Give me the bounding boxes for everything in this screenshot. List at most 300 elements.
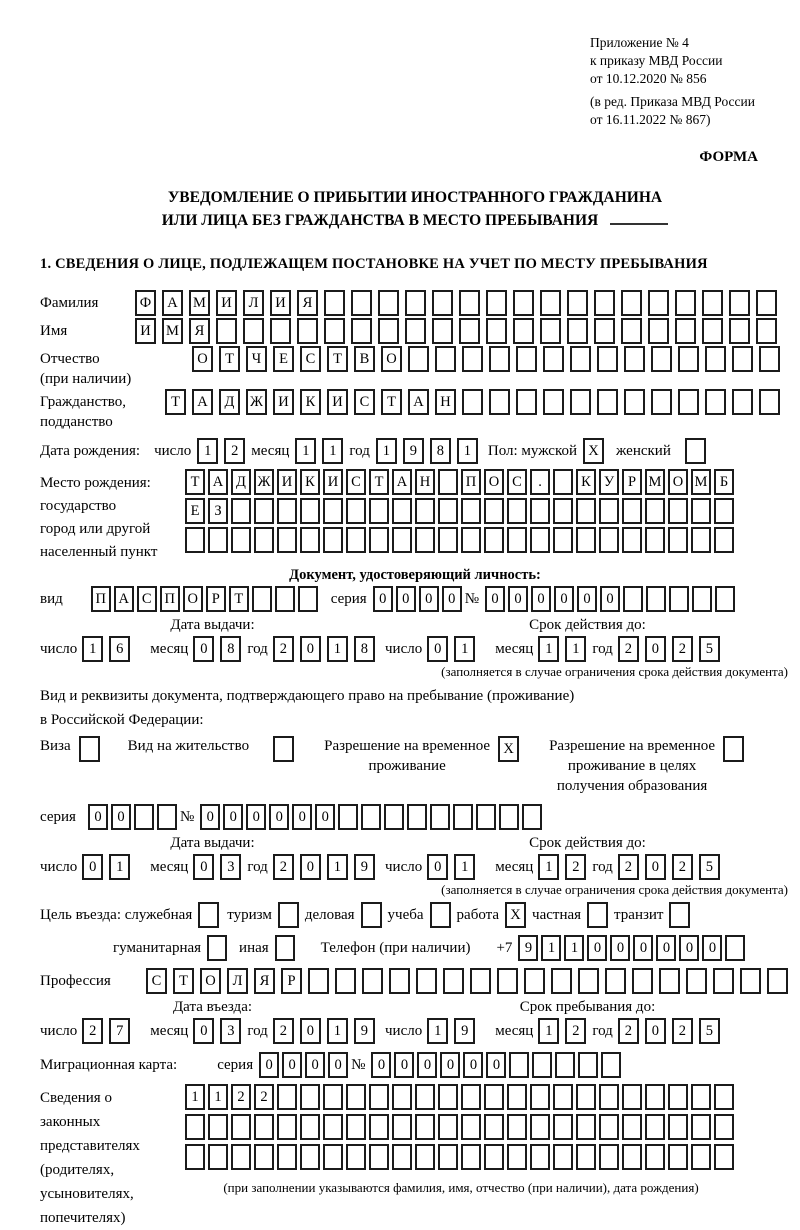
form-cell[interactable]: X (498, 736, 519, 762)
form-cell[interactable] (691, 527, 711, 553)
form-cell[interactable]: Ж (246, 389, 267, 415)
form-cell[interactable] (484, 1144, 504, 1170)
form-cell[interactable] (384, 804, 404, 830)
form-cell[interactable] (369, 1084, 389, 1110)
form-cell[interactable]: П (461, 469, 481, 495)
form-cell[interactable]: Р (206, 586, 226, 612)
form-cell[interactable]: 2 (565, 1018, 586, 1044)
form-cell[interactable] (405, 290, 426, 316)
form-cell[interactable] (323, 527, 343, 553)
form-cell[interactable] (231, 527, 251, 553)
form-cell[interactable] (621, 290, 642, 316)
form-cell[interactable]: Н (435, 389, 456, 415)
form-cell[interactable] (599, 1084, 619, 1110)
form-cell[interactable] (208, 1114, 228, 1140)
form-cell[interactable] (432, 318, 453, 344)
form-cell[interactable] (723, 736, 744, 762)
form-cell[interactable] (725, 935, 745, 961)
form-cell[interactable]: И (216, 290, 237, 316)
form-cell[interactable] (691, 1084, 711, 1110)
form-cell[interactable] (323, 1144, 343, 1170)
form-cell[interactable] (553, 498, 573, 524)
form-cell[interactable] (691, 1114, 711, 1140)
form-cell[interactable]: 0 (427, 636, 448, 662)
form-cell[interactable] (715, 586, 735, 612)
form-cell[interactable]: 0 (193, 636, 214, 662)
form-cell[interactable] (461, 1084, 481, 1110)
form-cell[interactable] (462, 346, 483, 372)
form-cell[interactable] (622, 527, 642, 553)
form-cell[interactable]: 0 (702, 935, 722, 961)
form-cell[interactable] (530, 1114, 550, 1140)
form-cell[interactable]: С (300, 346, 321, 372)
form-cell[interactable] (570, 389, 591, 415)
form-cell[interactable] (691, 498, 711, 524)
form-cell[interactable] (484, 1084, 504, 1110)
form-cell[interactable]: 1 (322, 438, 343, 464)
form-cell[interactable] (254, 1144, 274, 1170)
form-cell[interactable] (324, 290, 345, 316)
form-cell[interactable] (216, 318, 237, 344)
form-cell[interactable] (530, 1084, 550, 1110)
form-cell[interactable] (300, 1144, 320, 1170)
form-cell[interactable]: Т (219, 346, 240, 372)
form-cell[interactable] (346, 1144, 366, 1170)
form-cell[interactable] (601, 1052, 621, 1078)
form-cell[interactable]: Е (273, 346, 294, 372)
form-cell[interactable]: 1 (564, 935, 584, 961)
form-cell[interactable] (416, 968, 437, 994)
form-cell[interactable]: Ж (254, 469, 274, 495)
form-cell[interactable] (692, 586, 712, 612)
form-cell[interactable] (405, 318, 426, 344)
form-cell[interactable]: И (277, 469, 297, 495)
form-cell[interactable]: М (691, 469, 711, 495)
form-cell[interactable] (185, 1144, 205, 1170)
form-cell[interactable] (392, 1084, 412, 1110)
form-cell[interactable]: К (300, 389, 321, 415)
form-cell[interactable] (298, 586, 318, 612)
form-cell[interactable]: 7 (109, 1018, 130, 1044)
form-cell[interactable] (484, 1114, 504, 1140)
form-cell[interactable]: 1 (327, 854, 348, 880)
form-cell[interactable] (705, 389, 726, 415)
form-cell[interactable]: Л (227, 968, 248, 994)
form-cell[interactable] (599, 1144, 619, 1170)
form-cell[interactable]: 0 (193, 1018, 214, 1044)
form-cell[interactable]: 0 (600, 586, 620, 612)
form-cell[interactable] (645, 527, 665, 553)
form-cell[interactable]: Ф (135, 290, 156, 316)
form-cell[interactable]: 8 (354, 636, 375, 662)
form-cell[interactable] (392, 1114, 412, 1140)
form-cell[interactable]: З (208, 498, 228, 524)
form-cell[interactable]: 5 (699, 854, 720, 880)
form-cell[interactable]: 0 (269, 804, 289, 830)
form-cell[interactable] (576, 1084, 596, 1110)
form-cell[interactable] (507, 1144, 527, 1170)
form-cell[interactable]: 0 (645, 636, 666, 662)
form-cell[interactable] (278, 902, 299, 928)
form-cell[interactable] (432, 290, 453, 316)
form-cell[interactable]: 5 (699, 636, 720, 662)
form-cell[interactable] (361, 804, 381, 830)
form-cell[interactable]: В (354, 346, 375, 372)
form-cell[interactable] (484, 498, 504, 524)
form-cell[interactable]: 0 (610, 935, 630, 961)
form-cell[interactable] (669, 902, 690, 928)
form-cell[interactable] (530, 498, 550, 524)
form-cell[interactable] (759, 389, 780, 415)
form-cell[interactable]: 0 (305, 1052, 325, 1078)
form-cell[interactable] (300, 527, 320, 553)
form-cell[interactable] (323, 1084, 343, 1110)
form-cell[interactable] (740, 968, 761, 994)
form-cell[interactable] (323, 1114, 343, 1140)
form-cell[interactable] (648, 318, 669, 344)
form-cell[interactable] (275, 586, 295, 612)
form-cell[interactable] (651, 346, 672, 372)
form-cell[interactable]: А (392, 469, 412, 495)
form-cell[interactable] (430, 902, 451, 928)
form-cell[interactable]: 2 (618, 854, 639, 880)
form-cell[interactable]: 0 (200, 804, 220, 830)
form-cell[interactable] (207, 935, 227, 961)
form-cell[interactable]: Я (297, 290, 318, 316)
form-cell[interactable]: 1 (427, 1018, 448, 1044)
form-cell[interactable]: 1 (538, 854, 559, 880)
form-cell[interactable] (270, 318, 291, 344)
form-cell[interactable] (553, 1084, 573, 1110)
form-cell[interactable]: П (160, 586, 180, 612)
form-cell[interactable] (576, 1114, 596, 1140)
form-cell[interactable] (351, 318, 372, 344)
form-cell[interactable] (668, 1084, 688, 1110)
form-cell[interactable] (713, 968, 734, 994)
form-cell[interactable] (702, 318, 723, 344)
form-cell[interactable] (438, 527, 458, 553)
form-cell[interactable]: И (270, 290, 291, 316)
form-cell[interactable] (369, 498, 389, 524)
form-cell[interactable] (646, 586, 666, 612)
form-cell[interactable] (208, 1144, 228, 1170)
form-cell[interactable] (622, 1114, 642, 1140)
form-cell[interactable] (361, 902, 382, 928)
form-cell[interactable]: М (162, 318, 183, 344)
form-cell[interactable]: 1 (538, 1018, 559, 1044)
form-cell[interactable] (254, 527, 274, 553)
form-cell[interactable] (489, 389, 510, 415)
form-cell[interactable]: 0 (373, 586, 393, 612)
form-cell[interactable] (157, 804, 177, 830)
form-cell[interactable]: 0 (394, 1052, 414, 1078)
form-cell[interactable] (594, 290, 615, 316)
form-cell[interactable]: 0 (88, 804, 108, 830)
form-cell[interactable] (507, 1084, 527, 1110)
form-cell[interactable] (438, 1114, 458, 1140)
form-cell[interactable] (323, 498, 343, 524)
form-cell[interactable]: 1 (327, 1018, 348, 1044)
form-cell[interactable]: 0 (417, 1052, 437, 1078)
form-cell[interactable] (605, 968, 626, 994)
form-cell[interactable] (540, 318, 561, 344)
form-cell[interactable] (489, 346, 510, 372)
form-cell[interactable]: 0 (300, 854, 321, 880)
form-cell[interactable] (714, 527, 734, 553)
form-cell[interactable]: 2 (273, 1018, 294, 1044)
form-cell[interactable]: 2 (273, 636, 294, 662)
form-cell[interactable] (392, 1144, 412, 1170)
form-cell[interactable]: И (273, 389, 294, 415)
form-cell[interactable]: С (354, 389, 375, 415)
form-cell[interactable]: 2 (224, 438, 245, 464)
form-cell[interactable] (499, 804, 519, 830)
form-cell[interactable] (231, 1114, 251, 1140)
form-cell[interactable] (509, 1052, 529, 1078)
form-cell[interactable] (668, 1144, 688, 1170)
form-cell[interactable]: Д (231, 469, 251, 495)
form-cell[interactable] (254, 1114, 274, 1140)
form-cell[interactable] (622, 498, 642, 524)
form-cell[interactable]: 0 (554, 586, 574, 612)
form-cell[interactable]: Е (185, 498, 205, 524)
form-cell[interactable] (300, 1084, 320, 1110)
form-cell[interactable] (277, 1084, 297, 1110)
form-cell[interactable]: О (183, 586, 203, 612)
form-cell[interactable] (645, 1084, 665, 1110)
form-cell[interactable]: О (381, 346, 402, 372)
form-cell[interactable]: А (208, 469, 228, 495)
form-cell[interactable]: 9 (454, 1018, 475, 1044)
form-cell[interactable] (476, 804, 496, 830)
form-cell[interactable] (461, 527, 481, 553)
form-cell[interactable] (691, 1144, 711, 1170)
form-cell[interactable] (438, 1084, 458, 1110)
form-cell[interactable]: Р (622, 469, 642, 495)
form-cell[interactable] (668, 498, 688, 524)
form-cell[interactable]: Т (165, 389, 186, 415)
form-cell[interactable] (275, 935, 295, 961)
form-cell[interactable]: 0 (82, 854, 103, 880)
form-cell[interactable] (392, 498, 412, 524)
form-cell[interactable] (553, 1114, 573, 1140)
form-cell[interactable] (369, 1144, 389, 1170)
form-cell[interactable] (675, 318, 696, 344)
form-cell[interactable]: К (576, 469, 596, 495)
form-cell[interactable] (543, 346, 564, 372)
form-cell[interactable]: Л (243, 290, 264, 316)
form-cell[interactable]: 1 (457, 438, 478, 464)
form-cell[interactable] (470, 968, 491, 994)
form-cell[interactable] (532, 1052, 552, 1078)
form-cell[interactable]: 1 (185, 1084, 205, 1110)
form-cell[interactable] (513, 318, 534, 344)
form-cell[interactable] (277, 1114, 297, 1140)
form-cell[interactable]: 3 (220, 1018, 241, 1044)
form-cell[interactable] (705, 346, 726, 372)
form-cell[interactable] (678, 389, 699, 415)
form-cell[interactable] (435, 346, 456, 372)
form-cell[interactable]: К (300, 469, 320, 495)
form-cell[interactable] (392, 527, 412, 553)
form-cell[interactable] (553, 527, 573, 553)
form-cell[interactable] (599, 498, 619, 524)
form-cell[interactable] (415, 1114, 435, 1140)
form-cell[interactable]: 9 (354, 1018, 375, 1044)
form-cell[interactable]: А (192, 389, 213, 415)
form-cell[interactable] (756, 290, 777, 316)
form-cell[interactable] (524, 968, 545, 994)
form-cell[interactable] (622, 1084, 642, 1110)
form-cell[interactable] (185, 527, 205, 553)
form-cell[interactable] (438, 498, 458, 524)
form-cell[interactable] (507, 498, 527, 524)
form-cell[interactable] (622, 1144, 642, 1170)
form-cell[interactable]: 0 (328, 1052, 348, 1078)
form-cell[interactable] (277, 1144, 297, 1170)
form-cell[interactable] (415, 1144, 435, 1170)
form-cell[interactable]: И (323, 469, 343, 495)
form-cell[interactable]: 1 (109, 854, 130, 880)
form-cell[interactable]: 8 (430, 438, 451, 464)
form-cell[interactable]: О (668, 469, 688, 495)
form-cell[interactable]: О (192, 346, 213, 372)
form-cell[interactable]: 1 (565, 636, 586, 662)
form-cell[interactable]: С (146, 968, 167, 994)
form-cell[interactable]: Ч (246, 346, 267, 372)
form-cell[interactable] (678, 346, 699, 372)
form-cell[interactable] (346, 527, 366, 553)
form-cell[interactable]: 2 (254, 1084, 274, 1110)
form-cell[interactable] (415, 498, 435, 524)
form-cell[interactable]: 2 (618, 1018, 639, 1044)
form-cell[interactable] (300, 1114, 320, 1140)
form-cell[interactable] (369, 1114, 389, 1140)
form-cell[interactable]: 1 (197, 438, 218, 464)
form-cell[interactable] (651, 389, 672, 415)
form-cell[interactable] (578, 968, 599, 994)
form-cell[interactable] (624, 346, 645, 372)
form-cell[interactable] (668, 527, 688, 553)
form-cell[interactable]: Т (369, 469, 389, 495)
form-cell[interactable] (369, 527, 389, 553)
form-cell[interactable] (732, 346, 753, 372)
form-cell[interactable] (277, 527, 297, 553)
form-cell[interactable] (438, 469, 458, 495)
form-cell[interactable]: О (200, 968, 221, 994)
form-cell[interactable] (415, 1084, 435, 1110)
form-cell[interactable] (461, 1114, 481, 1140)
form-cell[interactable] (648, 290, 669, 316)
form-cell[interactable]: М (189, 290, 210, 316)
form-cell[interactable]: 0 (633, 935, 653, 961)
form-cell[interactable]: 3 (220, 854, 241, 880)
form-cell[interactable]: 0 (427, 854, 448, 880)
form-cell[interactable] (134, 804, 154, 830)
form-cell[interactable]: 2 (82, 1018, 103, 1044)
form-cell[interactable]: С (507, 469, 527, 495)
form-cell[interactable] (702, 290, 723, 316)
form-cell[interactable] (79, 736, 100, 762)
form-cell[interactable] (597, 346, 618, 372)
form-cell[interactable]: О (484, 469, 504, 495)
form-cell[interactable] (729, 318, 750, 344)
form-cell[interactable] (555, 1052, 575, 1078)
form-cell[interactable] (645, 498, 665, 524)
form-cell[interactable] (208, 527, 228, 553)
form-cell[interactable] (408, 346, 429, 372)
form-cell[interactable] (198, 902, 219, 928)
form-cell[interactable]: 0 (396, 586, 416, 612)
form-cell[interactable] (553, 1144, 573, 1170)
form-cell[interactable] (594, 318, 615, 344)
form-cell[interactable]: 9 (518, 935, 538, 961)
form-cell[interactable] (714, 1114, 734, 1140)
form-cell[interactable] (668, 1114, 688, 1140)
form-cell[interactable] (553, 469, 573, 495)
form-cell[interactable] (599, 527, 619, 553)
form-cell[interactable]: 2 (672, 854, 693, 880)
form-cell[interactable]: Н (415, 469, 435, 495)
form-cell[interactable]: 0 (442, 586, 462, 612)
form-cell[interactable] (252, 586, 272, 612)
form-cell[interactable] (675, 290, 696, 316)
form-cell[interactable]: 8 (220, 636, 241, 662)
form-cell[interactable] (453, 804, 473, 830)
form-cell[interactable]: 2 (565, 854, 586, 880)
form-cell[interactable] (459, 318, 480, 344)
form-cell[interactable] (346, 1114, 366, 1140)
form-cell[interactable]: 0 (300, 1018, 321, 1044)
form-cell[interactable] (759, 346, 780, 372)
form-cell[interactable] (297, 318, 318, 344)
form-cell[interactable]: 5 (699, 1018, 720, 1044)
form-cell[interactable] (551, 968, 572, 994)
form-cell[interactable] (685, 438, 706, 464)
form-cell[interactable]: 1 (376, 438, 397, 464)
form-cell[interactable] (459, 290, 480, 316)
form-cell[interactable]: 0 (193, 854, 214, 880)
form-cell[interactable] (231, 1144, 251, 1170)
form-cell[interactable]: Т (327, 346, 348, 372)
form-cell[interactable]: С (137, 586, 157, 612)
form-cell[interactable]: 0 (531, 586, 551, 612)
form-cell[interactable] (576, 527, 596, 553)
form-cell[interactable]: 0 (577, 586, 597, 612)
form-cell[interactable] (497, 968, 518, 994)
form-cell[interactable]: С (346, 469, 366, 495)
form-cell[interactable] (335, 968, 356, 994)
form-cell[interactable] (669, 586, 689, 612)
form-cell[interactable] (624, 389, 645, 415)
form-cell[interactable]: 0 (645, 854, 666, 880)
form-cell[interactable]: 0 (282, 1052, 302, 1078)
form-cell[interactable]: 0 (463, 1052, 483, 1078)
form-cell[interactable] (273, 736, 294, 762)
form-cell[interactable]: Б (714, 469, 734, 495)
form-cell[interactable]: 1 (295, 438, 316, 464)
form-cell[interactable] (686, 968, 707, 994)
form-cell[interactable]: 1 (454, 854, 475, 880)
form-cell[interactable] (277, 498, 297, 524)
form-cell[interactable] (578, 1052, 598, 1078)
form-cell[interactable]: 2 (273, 854, 294, 880)
form-cell[interactable] (530, 1144, 550, 1170)
form-cell[interactable] (540, 290, 561, 316)
form-cell[interactable] (714, 1144, 734, 1170)
form-cell[interactable] (507, 527, 527, 553)
form-cell[interactable] (621, 318, 642, 344)
